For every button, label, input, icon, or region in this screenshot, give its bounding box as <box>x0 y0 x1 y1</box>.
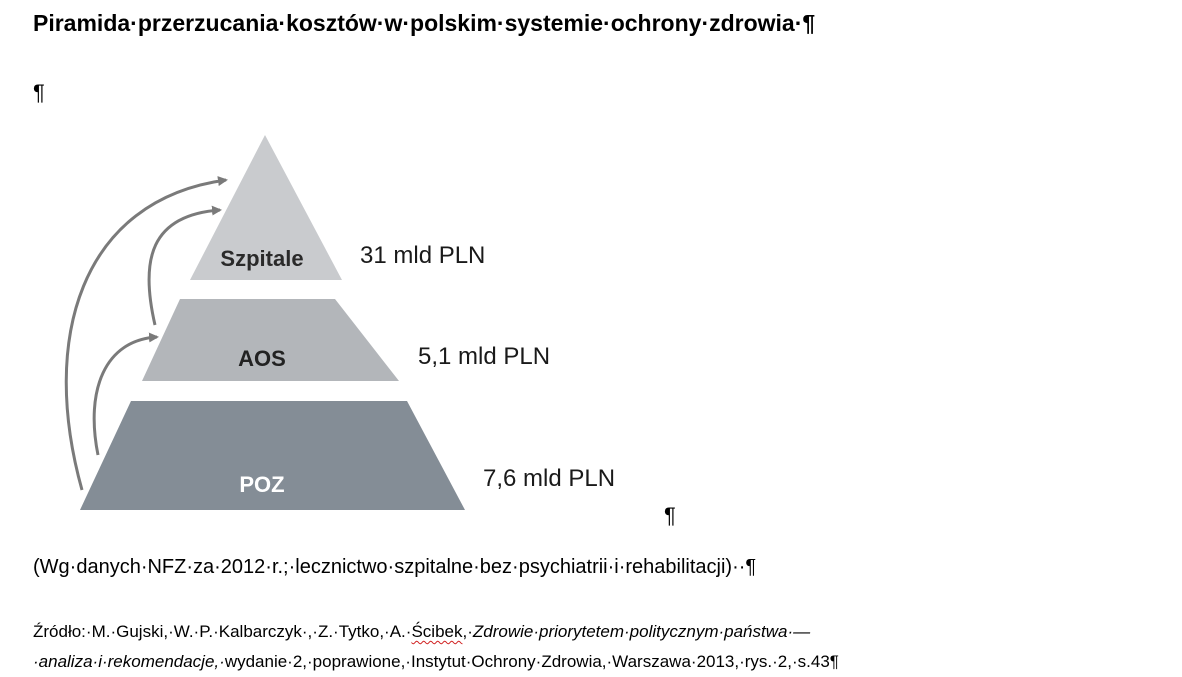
document-title: Piramida·przerzucania·kosztów·w·polskim·systemie·ochrony·zdrowia·¶ <box>33 10 816 36</box>
after-figure-mark: ¶ <box>664 503 676 528</box>
spelling-error-word[interactable]: Ścibek <box>411 622 463 641</box>
source-title: Zdrowie·priorytetem·politycznym·państwa·—·analiza·i·rekomendacje,· <box>33 622 811 671</box>
source-citation <box>33 617 1173 677</box>
cost-label-szpitale: 31 mld PLN <box>360 242 486 269</box>
empty-paragraph-mark: ¶ <box>33 80 45 105</box>
data-note: (Wg·danych·NFZ·za·2012·r.;·lecznictwo·szpitalne·bez·psychiatrii·i·rehabilitacji)··¶ <box>33 556 757 578</box>
source-prefix: Źródło:·M.·Gujski,·W.·P.·Kalbarczyk·,·Z.·Tytko,·A.· <box>33 622 412 641</box>
tier-label-aos: AOS <box>238 346 286 371</box>
source-comma: ,· <box>462 622 473 641</box>
cost-label-poz: 7,6 mld PLN <box>483 465 616 492</box>
source-rest: wydanie·2,·poprawione,·Instytut·Ochrony·Zdrowia,·Warszawa·2013,·rys.·2,·s.43¶ <box>224 652 839 671</box>
tier-label-szpitale: Szpitale <box>220 246 304 271</box>
cost-label-aos: 5,1 mld PLN <box>418 343 551 370</box>
tier-label-poz: POZ <box>239 472 285 497</box>
